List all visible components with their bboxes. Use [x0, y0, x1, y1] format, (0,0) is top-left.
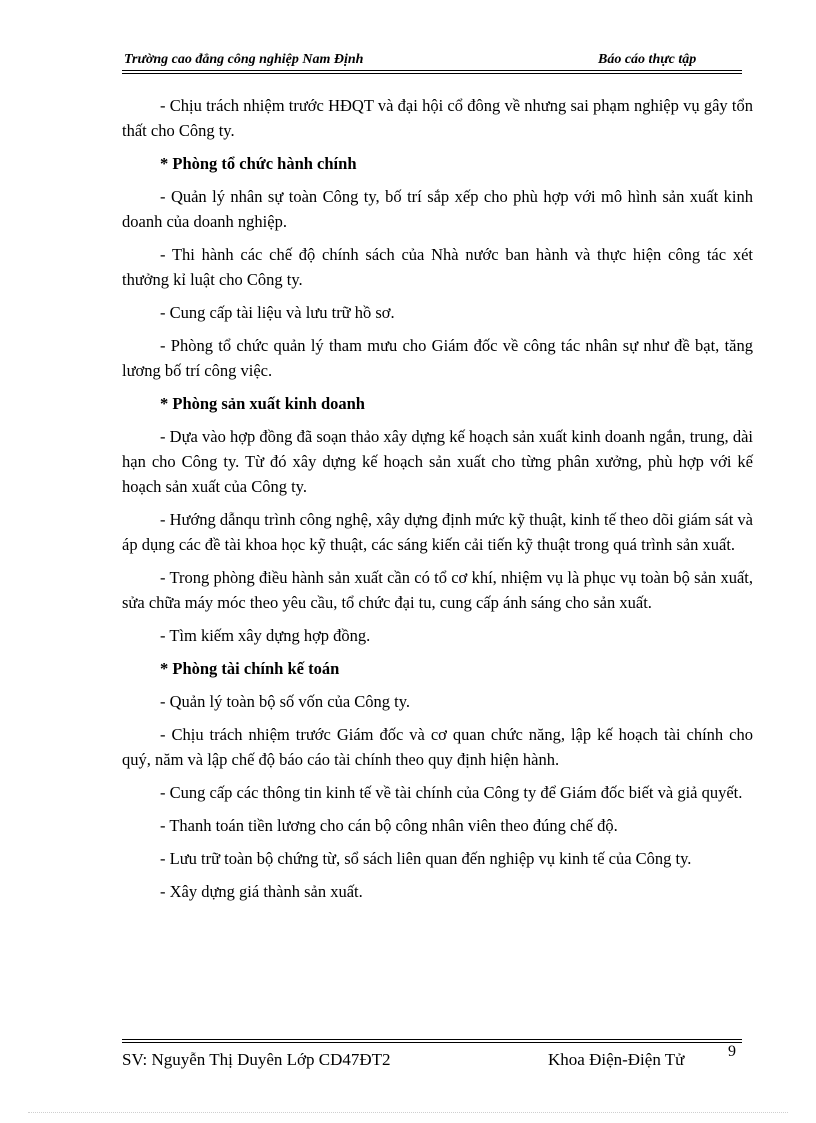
body-paragraph: - Tìm kiếm xây dựng hợp đồng. [160, 626, 371, 645]
page-edge-divider [28, 1112, 788, 1113]
header-report-title: Báo cáo thực tập [598, 52, 697, 67]
body-paragraph: - Thi hành các chế độ chính sách của Nhà nước ban hành và thực hiện công tác xét thưởng kỉ luật cho Công ty. [122, 245, 753, 289]
header-rule-top [122, 70, 742, 71]
page-header [122, 48, 742, 68]
section-heading: * Phòng tài chính kế toán [160, 659, 340, 678]
footer-faculty: Khoa Điện-Điện Tử [548, 1050, 685, 1069]
footer-student: SV: Nguyễn Thị Duyên Lớp CD47ĐT2 [122, 1050, 391, 1069]
body-paragraph: - Chịu trách nhiệm trước Giám đốc và cơ quan chức năng, lập kế hoạch tài chính cho quý, năm và lập chế độ báo cáo tài chính theo quy định hiện hành. [122, 725, 753, 769]
body-paragraph: - Xây dựng giá thành sản xuất. [160, 882, 363, 901]
body-paragraph: - Cung cấp các thông tin kinh tế về tài chính của Công ty để Giám đốc biết và giả quyết. [160, 783, 743, 802]
body-paragraph: - Trong phòng điều hành sản xuất cần có tổ cơ khí, nhiệm vụ là phục vụ toàn bộ sản xuất, sửa chữa máy móc theo yêu cầu, tổ chức đại tu, cung cấp ánh sáng cho sản xuất. [122, 568, 753, 612]
footer-rule-bottom [122, 1042, 742, 1043]
header-rule-bottom [122, 73, 742, 74]
body-paragraph: - Thanh toán tiền lương cho cán bộ công nhân viên theo đúng chế độ. [160, 816, 618, 835]
body-paragraph: - Cung cấp tài liệu và lưu trữ hồ sơ. [160, 303, 395, 322]
header-school: Trường cao đẳng công nghiệp Nam Định [124, 52, 364, 67]
page-number: 9 [728, 1043, 736, 1060]
body-paragraph: - Phòng tổ chức quản lý tham mưu cho Giám đốc về công tác nhân sự như đề bạt, tăng lương bố trí công việc. [122, 336, 753, 380]
body-paragraph: - Lưu trữ toàn bộ chứng từ, sổ sách liên quan đến nghiệp vụ kinh tế của Công ty. [160, 849, 692, 868]
page-footer [122, 1050, 742, 1074]
body-paragraph: - Dựa vào hợp đồng đã soạn thảo xây dựng kế hoạch sản xuất kinh doanh ngắn, trung, dài hạn cho Công ty. Từ đó xây dựng kế hoạch sản xuất cho từng phân xưởng, phù hợp với kế hoạch sản xuất của Công ty. [122, 427, 753, 496]
footer-rule-top [122, 1039, 742, 1040]
section-heading: * Phòng sản xuất kinh doanh [160, 394, 365, 413]
body-paragraph: - Quản lý toàn bộ số vốn của Công ty. [160, 692, 411, 711]
body-paragraph: - Hướng dẫnqu trình công nghệ, xây dựng định mức kỹ thuật, kinh tế theo dõi giám sát và áp dụng các đề tài khoa học kỹ thuật, các sáng kiến cải tiến kỹ thuật trong quá trình sản xuất. [122, 510, 753, 554]
section-heading: * Phòng tổ chức hành chính [160, 154, 357, 173]
document-body [122, 93, 753, 912]
body-paragraph: - Quản lý nhân sự toàn Công ty, bố trí sắp xếp cho phù hợp với mô hình sản xuất kinh doanh của doanh nghiệp. [122, 187, 753, 231]
body-paragraph: - Chịu trách nhiệm trước HĐQT và đại hội cổ đông về nhưng sai phạm nghiệp vụ gây tổn thất cho Công ty. [122, 96, 753, 140]
